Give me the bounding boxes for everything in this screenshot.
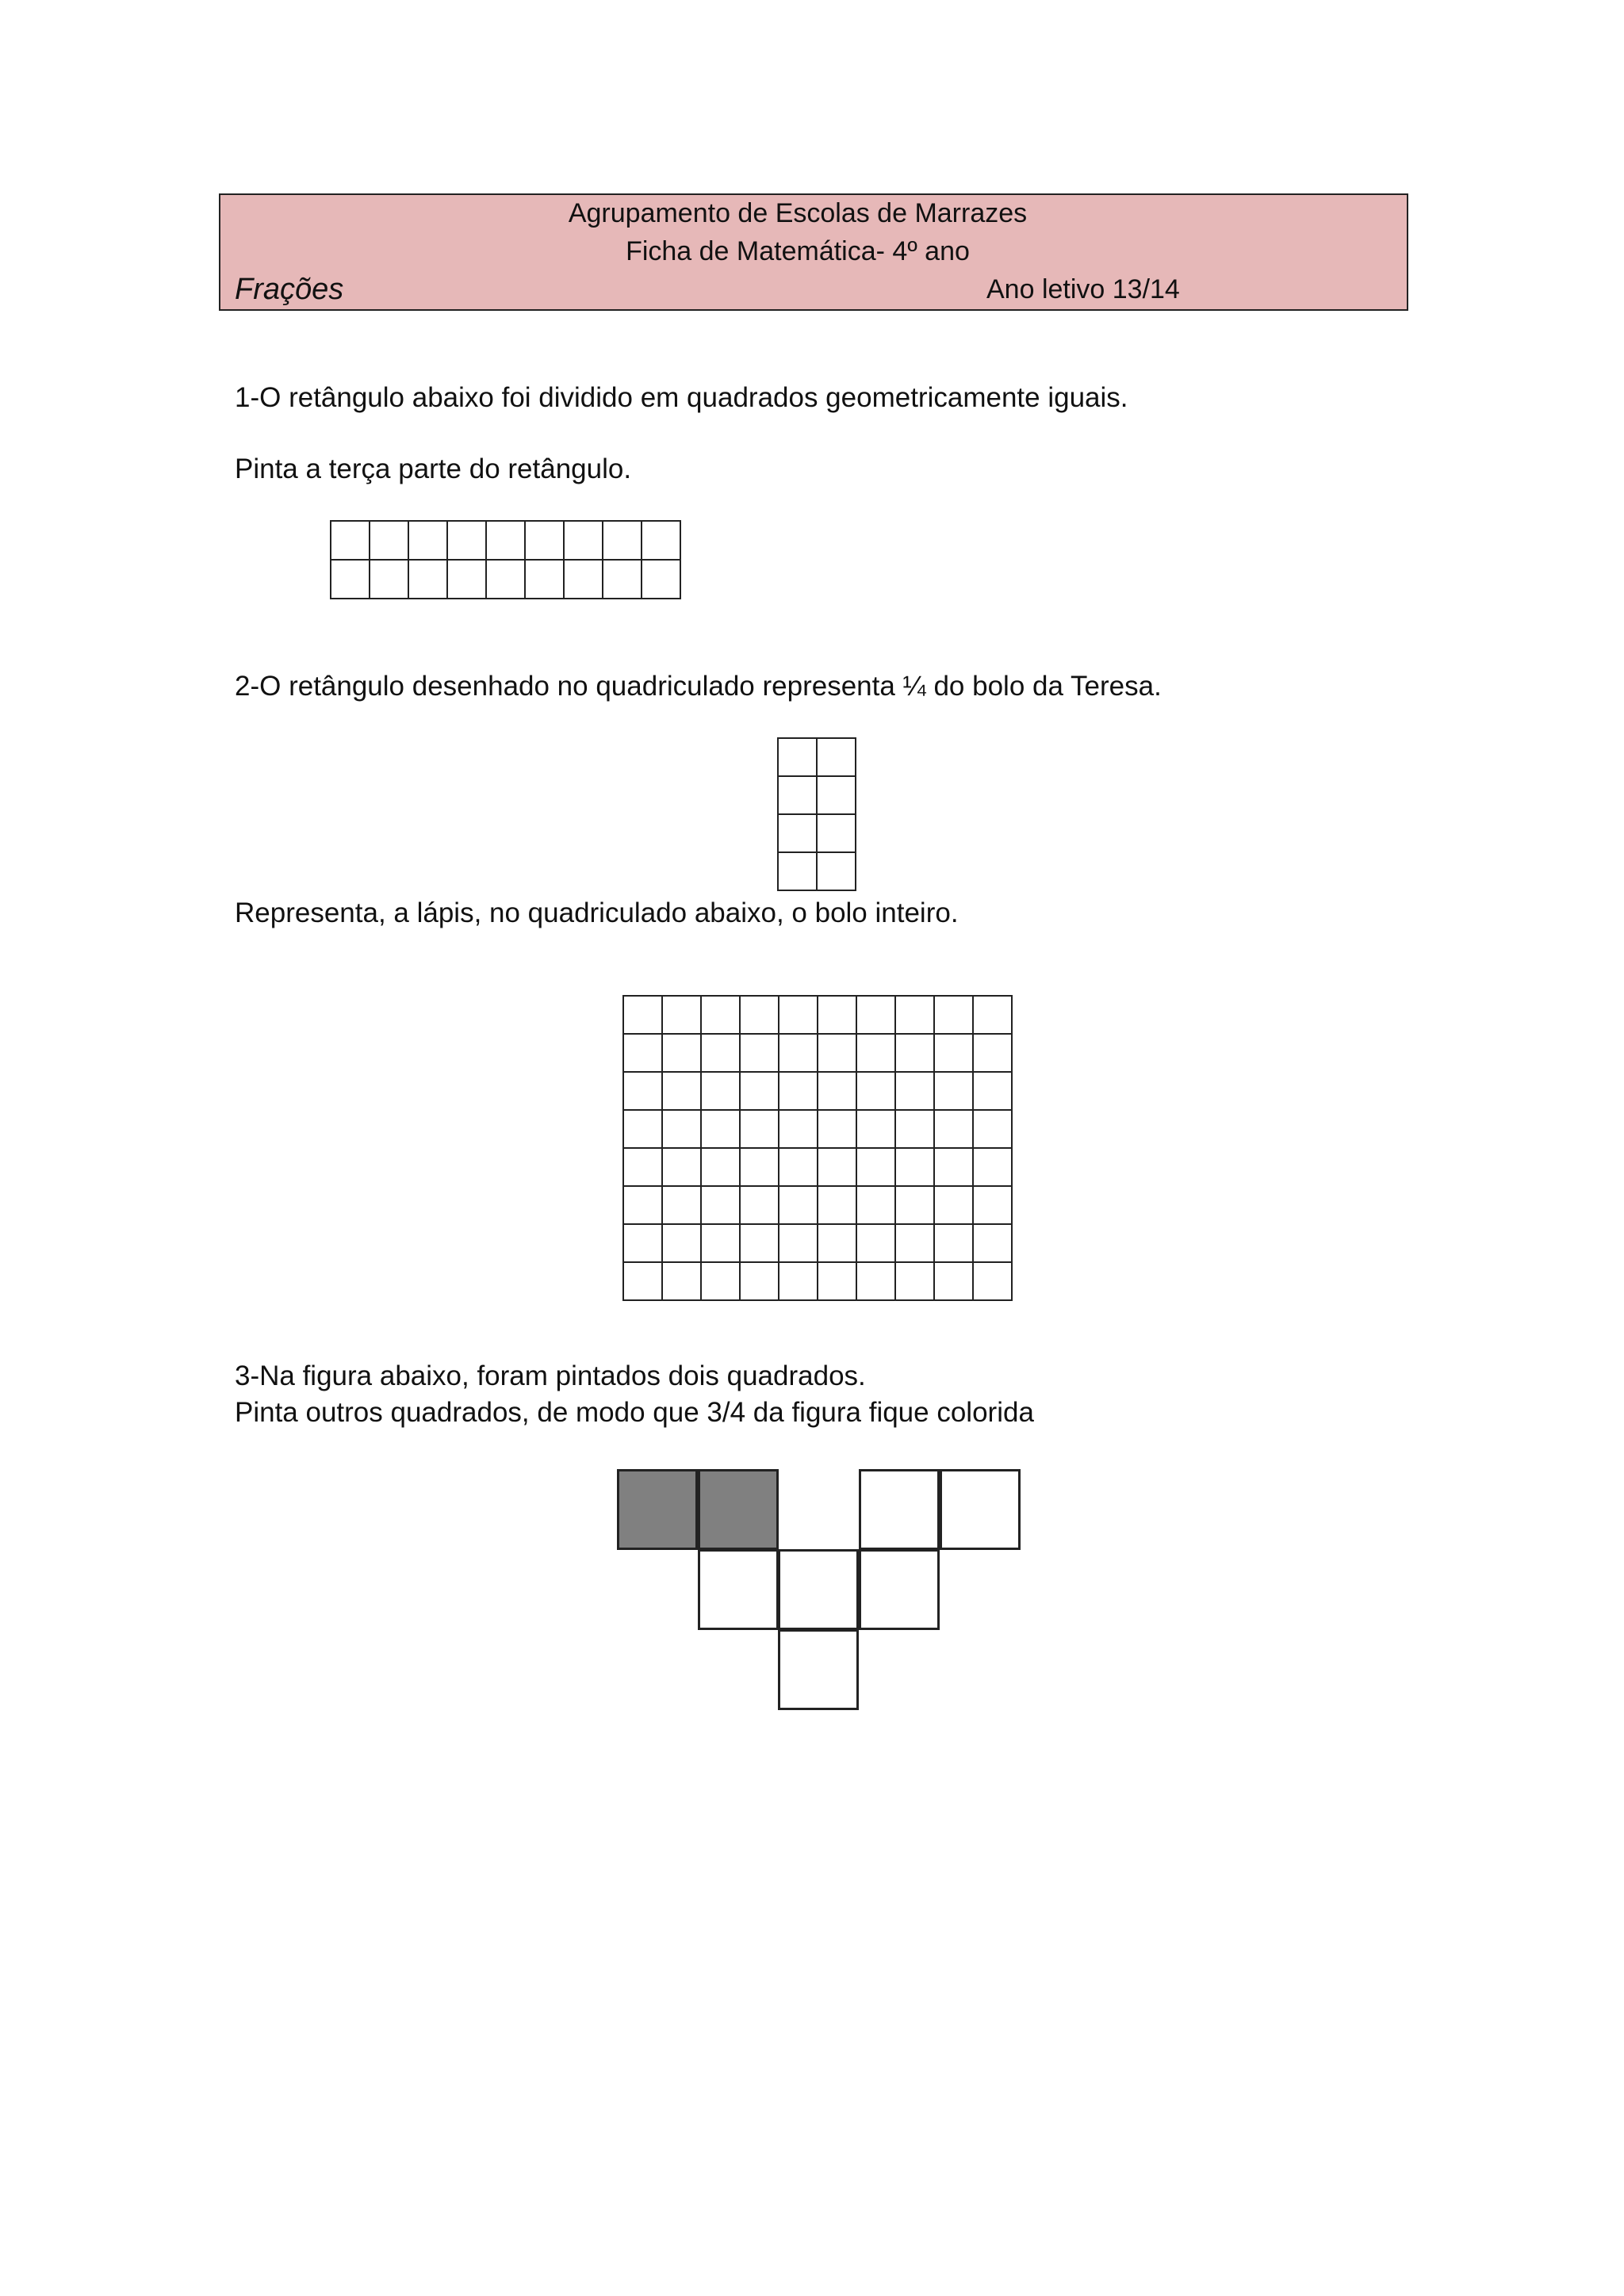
grid-cell[interactable] — [741, 1149, 779, 1187]
exercise3-statement: 3-Na figura abaixo, foram pintados dois quadrados. — [235, 1360, 866, 1391]
grid-cell[interactable] — [702, 1149, 741, 1187]
grid-cell[interactable] — [818, 1187, 857, 1225]
grid-cell[interactable] — [779, 1111, 818, 1149]
grid-cell[interactable] — [896, 1187, 935, 1225]
exercise2-answer-grid[interactable] — [622, 995, 1013, 1301]
grid-cell[interactable] — [702, 1073, 741, 1111]
exercise1-statement: 1-O retângulo abaixo foi dividido em quadrados geometricamente iguais. — [235, 382, 1128, 413]
exercise1-grid[interactable] — [330, 520, 681, 599]
blank-square[interactable] — [940, 1469, 1021, 1550]
grid-cell[interactable] — [741, 1225, 779, 1263]
blank-square[interactable] — [778, 1549, 859, 1630]
grid-cell[interactable] — [603, 522, 642, 561]
grid-cell[interactable] — [526, 561, 565, 599]
grid-cell[interactable] — [818, 1035, 857, 1073]
grid-cell[interactable] — [818, 1111, 857, 1149]
blank-square[interactable] — [698, 1549, 779, 1630]
grid-cell[interactable] — [935, 1073, 974, 1111]
grid-cell[interactable] — [857, 1149, 896, 1187]
grid-cell[interactable] — [331, 561, 370, 599]
grid-cell — [779, 739, 818, 777]
grid-cell — [818, 815, 856, 853]
grid-cell[interactable] — [896, 1149, 935, 1187]
grid-cell[interactable] — [624, 1149, 663, 1187]
exercise2-instruction: Representa, a lápis, no quadriculado abaixo, o bolo inteiro. — [235, 897, 959, 928]
grid-cell[interactable] — [642, 522, 681, 561]
grid-cell[interactable] — [448, 522, 487, 561]
grid-cell[interactable] — [663, 1073, 702, 1111]
grid-cell[interactable] — [663, 1263, 702, 1301]
grid-cell[interactable] — [818, 1263, 857, 1301]
worksheet-header — [219, 193, 1408, 311]
grid-cell[interactable] — [779, 1149, 818, 1187]
grid-cell[interactable] — [565, 561, 603, 599]
grid-cell[interactable] — [702, 1187, 741, 1225]
grid-cell[interactable] — [974, 1187, 1013, 1225]
grid-cell[interactable] — [779, 1073, 818, 1111]
grid-cell[interactable] — [741, 1187, 779, 1225]
grid-cell[interactable] — [896, 997, 935, 1035]
grid-cell[interactable] — [565, 522, 603, 561]
grid-cell[interactable] — [370, 561, 409, 599]
grid-cell[interactable] — [779, 1263, 818, 1301]
grid-cell[interactable] — [857, 1263, 896, 1301]
grid-cell[interactable] — [896, 1111, 935, 1149]
grid-cell[interactable] — [702, 997, 741, 1035]
grid-cell — [818, 739, 856, 777]
grid-cell[interactable] — [526, 522, 565, 561]
grid-cell[interactable] — [779, 1225, 818, 1263]
grid-cell[interactable] — [624, 1073, 663, 1111]
grid-cell[interactable] — [779, 997, 818, 1035]
grid-cell[interactable] — [974, 1035, 1013, 1073]
grid-cell[interactable] — [624, 1111, 663, 1149]
exercise3-instruction: Pinta outros quadrados, de modo que 3/4 da figura fique colorida — [235, 1397, 1034, 1428]
school-name: Agrupamento de Escolas de Marrazes — [568, 198, 1028, 228]
grid-cell[interactable] — [896, 1073, 935, 1111]
grid-cell[interactable] — [663, 1149, 702, 1187]
grid-cell[interactable] — [409, 561, 448, 599]
grid-cell[interactable] — [857, 1225, 896, 1263]
shaded-square[interactable] — [617, 1469, 698, 1550]
grid-cell[interactable] — [448, 561, 487, 599]
grid-cell[interactable] — [663, 997, 702, 1035]
grid-cell[interactable] — [409, 522, 448, 561]
exercise2-quarter-grid — [777, 737, 856, 891]
grid-cell[interactable] — [741, 1111, 779, 1149]
grid-cell[interactable] — [624, 1035, 663, 1073]
topic-title: Frações — [235, 273, 344, 306]
grid-cell[interactable] — [741, 1035, 779, 1073]
grid-cell[interactable] — [818, 997, 857, 1035]
grid-cell[interactable] — [974, 1263, 1013, 1301]
blank-square[interactable] — [778, 1629, 859, 1710]
grid-cell[interactable] — [857, 1073, 896, 1111]
school-year: Ano letivo 13/14 — [986, 274, 1180, 304]
grid-cell[interactable] — [974, 1111, 1013, 1149]
grid-cell[interactable] — [663, 1225, 702, 1263]
grid-cell[interactable] — [702, 1263, 741, 1301]
grid-cell[interactable] — [896, 1035, 935, 1073]
grid-cell[interactable] — [702, 1225, 741, 1263]
grid-cell[interactable] — [857, 1187, 896, 1225]
blank-square[interactable] — [859, 1549, 940, 1630]
grid-cell[interactable] — [624, 1187, 663, 1225]
exercise1-instruction: Pinta a terça parte do retângulo. — [235, 453, 632, 484]
grid-cell[interactable] — [857, 1111, 896, 1149]
grid-cell — [779, 853, 818, 891]
grid-cell[interactable] — [624, 1263, 663, 1301]
shaded-square[interactable] — [698, 1469, 779, 1550]
grid-cell[interactable] — [974, 1149, 1013, 1187]
grid-cell[interactable] — [974, 997, 1013, 1035]
grid-cell[interactable] — [624, 997, 663, 1035]
grid-cell[interactable] — [663, 1187, 702, 1225]
grid-cell[interactable] — [818, 1073, 857, 1111]
grid-cell[interactable] — [663, 1111, 702, 1149]
grid-cell[interactable] — [896, 1263, 935, 1301]
grid-cell[interactable] — [370, 522, 409, 561]
grid-cell[interactable] — [779, 1035, 818, 1073]
grid-cell[interactable] — [818, 1225, 857, 1263]
grid-cell[interactable] — [331, 522, 370, 561]
grid-cell[interactable] — [487, 561, 526, 599]
grid-cell[interactable] — [896, 1225, 935, 1263]
blank-square[interactable] — [859, 1469, 940, 1550]
exercise2-statement: 2-O retângulo desenhado no quadriculado representa ¼ do bolo da Teresa. — [235, 671, 1162, 702]
grid-cell[interactable] — [935, 1263, 974, 1301]
grid-cell[interactable] — [741, 1073, 779, 1111]
grid-cell[interactable] — [935, 1035, 974, 1073]
grid-cell[interactable] — [741, 1263, 779, 1301]
grid-cell[interactable] — [974, 1073, 1013, 1111]
grid-cell[interactable] — [702, 1035, 741, 1073]
grid-cell[interactable] — [935, 1225, 974, 1263]
grid-cell — [818, 853, 856, 891]
grid-cell[interactable] — [974, 1225, 1013, 1263]
grid-cell[interactable] — [935, 1187, 974, 1225]
grid-cell[interactable] — [487, 522, 526, 561]
grid-cell[interactable] — [779, 1187, 818, 1225]
grid-cell[interactable] — [624, 1225, 663, 1263]
sheet-title: Ficha de Matemática- 4º ano — [626, 236, 970, 266]
grid-cell[interactable] — [935, 1149, 974, 1187]
grid-cell[interactable] — [603, 561, 642, 599]
grid-cell[interactable] — [741, 997, 779, 1035]
grid-cell[interactable] — [857, 997, 896, 1035]
grid-cell[interactable] — [935, 997, 974, 1035]
grid-cell — [818, 777, 856, 815]
grid-cell — [779, 777, 818, 815]
grid-cell[interactable] — [935, 1111, 974, 1149]
grid-cell — [779, 815, 818, 853]
grid-cell[interactable] — [702, 1111, 741, 1149]
grid-cell[interactable] — [663, 1035, 702, 1073]
grid-cell[interactable] — [818, 1149, 857, 1187]
grid-cell[interactable] — [642, 561, 681, 599]
grid-cell[interactable] — [857, 1035, 896, 1073]
